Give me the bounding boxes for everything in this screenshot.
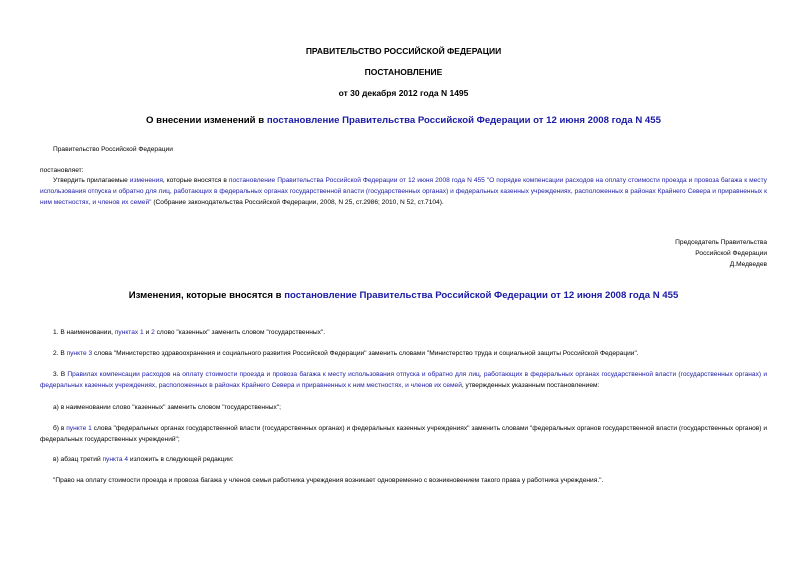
item-1-text-a: 1. В наименовании, xyxy=(53,329,115,336)
decree-455-title-link[interactable]: "О порядке компенсации расходов на оплату стоимости проезда и провоза багажа к месту использования отпуска и обратно для лиц, работающих в федеральных органах государственной власти (государственных органах) и федеральных казенных учреждениях, расположенных в районах Крайнего Севера и приравненных к ним местностях, и членов их семей" xyxy=(40,177,767,206)
title-decree-link[interactable]: постановление Правительства Российской Федерации от 12 июня 2008 года N 455 xyxy=(266,115,661,126)
item-1 xyxy=(53,328,325,339)
decree-455-link[interactable]: постановление Правительства Российской Федерации от 12 июня 2008 года N 455 xyxy=(228,177,485,184)
quote-text: "Право на оплату стоимости проезда и провоза багажа у членов семьи работника учреждения возникает одновременно с возникновением такого права у работника учреждения.". xyxy=(53,477,604,484)
item-b-text-b: слова "федеральных органах государственной власти (государственных органах) и федеральных казенных учреждениях" заменить словами "федеральных органов государственной власти (государственных органов) и федеральных государственных учреждений"; xyxy=(40,425,767,443)
item-3-rules-link[interactable]: Правилах компенсации расходов на оплату стоимости проезда и провоза багажа к месту использования отпуска и обратно для лиц, работающих в федеральных органах государственной власти (государственных органах) и федеральных казенных учреждениях, расположенных в районах Крайнего Севера и приравненных к ним местностях, и членов их семей xyxy=(40,371,767,389)
changes-title-link[interactable]: постановление Правительства Российской Федерации от 12 июня 2008 года N 455 xyxy=(284,290,679,301)
item-b-text-a: б) в xyxy=(53,425,67,432)
item-1-link-points-1[interactable]: пунктах 1 xyxy=(114,329,144,336)
signature-country: Российской Федерации xyxy=(695,250,767,257)
issuer-text: Правительство Российской Федерации xyxy=(53,146,173,153)
signature-position: Председатель Правительства xyxy=(675,239,767,246)
approval-text-d: (Собрание законодательства Российской Федерации, 2008, N 25, ст.2986; 2010, N 52, ст.7104). xyxy=(151,198,444,206)
changes-link[interactable]: изменения xyxy=(129,177,163,184)
item-2 xyxy=(53,349,639,360)
document-type: ПОСТАНОВЛЕНИЕ xyxy=(364,67,443,77)
changes-title xyxy=(0,290,807,301)
item-c xyxy=(53,455,234,466)
government-header: ПРАВИТЕЛЬСТВО РОССИЙСКОЙ ФЕДЕРАЦИИ xyxy=(305,46,502,56)
item-1-link-point-2[interactable]: 2 xyxy=(151,329,155,336)
item-c-text-b: изложить в следующей редакции: xyxy=(128,456,234,463)
document-title-prefix: О внесении изменений в xyxy=(146,115,267,126)
item-3-text-a: 3. В xyxy=(53,371,68,378)
item-3-text-b: , утвержденных указанным постановлением: xyxy=(461,381,600,389)
item-a: а) в наименовании слово "казенных" заменить словом "государственных"; xyxy=(53,404,281,411)
item-2-text-a: 2. В xyxy=(53,350,67,357)
item-3 xyxy=(40,370,767,392)
item-b-link[interactable]: пункте 1 xyxy=(66,425,92,432)
item-c-text-a: в) абзац третий xyxy=(53,456,103,463)
item-1-text-b: и xyxy=(143,329,152,336)
signature-name: Д.Медведев xyxy=(729,261,767,268)
document-title xyxy=(0,115,807,126)
approval-text-a: Утвердить прилагаемые xyxy=(53,177,130,184)
item-b xyxy=(40,424,767,446)
changes-title-prefix: Изменения, которые вносятся в xyxy=(128,290,285,301)
approval-text-b: , которые вносятся в xyxy=(162,177,229,184)
item-1-text-c: слово "казенных" заменить словом "государственных". xyxy=(154,329,326,336)
item-2-link[interactable]: пункте 3 xyxy=(66,350,93,357)
item-c-link[interactable]: пункта 4 xyxy=(102,456,129,463)
decides-text: постановляет: xyxy=(40,167,84,174)
document-date-number: от 30 декабря 2012 года N 1495 xyxy=(338,88,469,98)
approval-paragraph xyxy=(40,176,767,208)
item-2-text-b: слова "Министерство здравоохранения и социального развития Российской Федерации" заменить словами "Министерство труда и социальной защиты Российской Федерации". xyxy=(92,350,639,357)
